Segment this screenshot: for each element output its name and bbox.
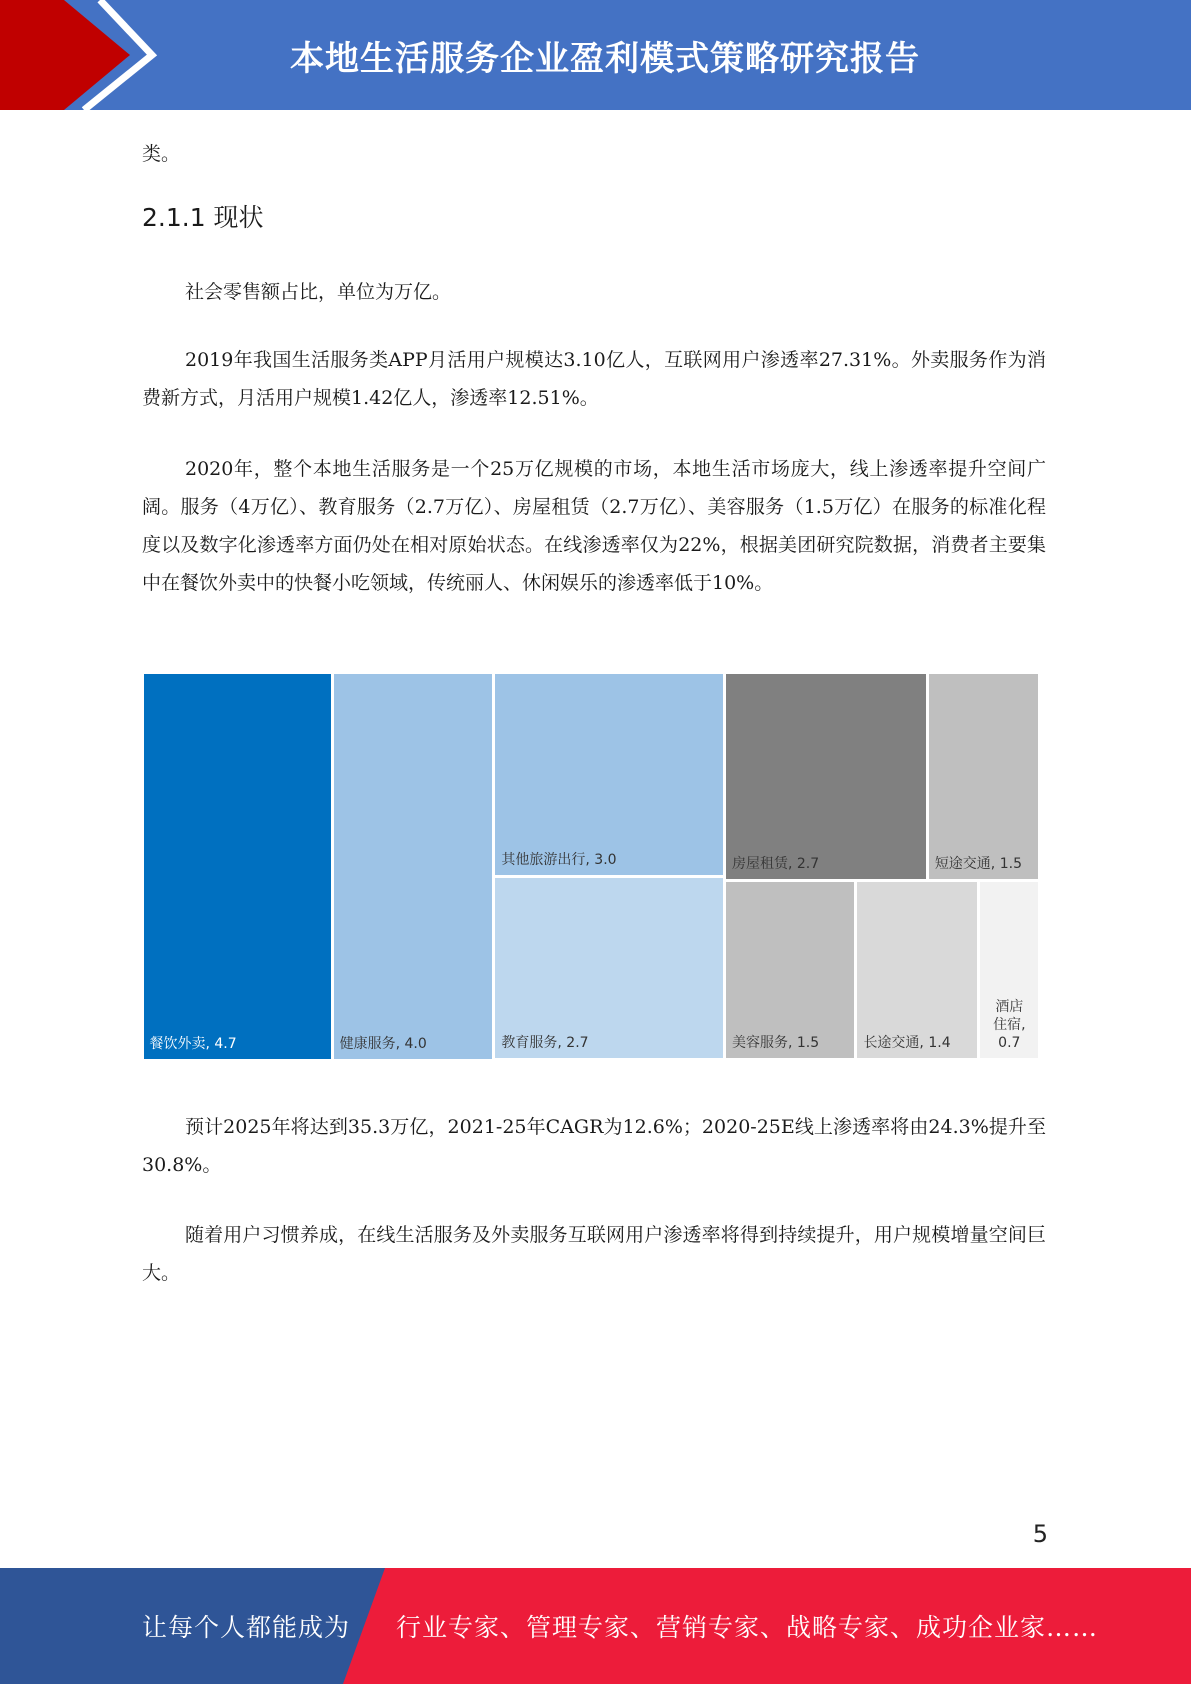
treemap-label: 餐饮外卖, 4.7 [149, 1035, 237, 1052]
treemap-tile [495, 878, 723, 1059]
treemap-label: 教育服务, 2.7 [501, 1035, 589, 1052]
treemap-tile [334, 674, 493, 1059]
treemap-tile [857, 882, 977, 1058]
treemap-label: 健康服务, 4.0 [339, 1035, 427, 1052]
paragraph-3: 2020年，整个本地生活服务是一个25万亿规模的市场，本地生活市场庞大，线上渗透率提升空间广阔。服务（4万亿）、教育服务（2.7万亿）、房屋租赁（2.7万亿）、美容服务（1.5万亿）在服务的标准化程度以及数字化渗透率方面仍处在相对原始状态。在线渗透率仅为22%，根据美团研究院数据，消费者主要集中在餐饮外卖中的快餐小吃领域，传统丽人、休闲娱乐的渗透率低于10%。 [142, 458, 1046, 594]
treemap-tile [980, 882, 1038, 1058]
paragraph-4: 预计2025年将达到35.3万亿，2021-25年CAGR为12.6%；2020-25E线上渗透率将由24.3%提升至30.8%。 [142, 1116, 1046, 1176]
paragraph-1: 社会零售额占比，单位为万亿。 [185, 281, 452, 303]
footer-slogan-left: 让每个人都能成为 [142, 1613, 351, 1642]
treemap-label: 酒店 住宿, 0.7 [993, 999, 1026, 1052]
treemap-tile [929, 674, 1039, 880]
page-footer [0, 1568, 1191, 1684]
treemap-tile [144, 674, 331, 1059]
paragraph-5: 随着用户习惯养成，在线生活服务及外卖服务互联网用户渗透率将得到持续提升，用户规模增量空间巨大。 [142, 1224, 1046, 1284]
page-header [0, 0, 1191, 110]
continuation-text: 类。 [142, 143, 181, 165]
treemap-tile [726, 674, 926, 880]
section-heading: 2.1.1 现状 [142, 203, 264, 232]
treemap-label: 短途交通, 1.5 [934, 856, 1022, 873]
page-number: 5 [1032, 1520, 1048, 1548]
treemap-tile [495, 674, 723, 875]
treemap-tile [726, 882, 854, 1058]
treemap-chart [142, 672, 1040, 1060]
document-title: 本地生活服务企业盈利模式策略研究报告 [290, 38, 920, 79]
treemap-label: 美容服务, 1.5 [731, 1035, 820, 1052]
treemap-label: 其他旅游出行, 3.0 [501, 851, 617, 868]
treemap-label: 长途交通, 1.4 [863, 1035, 951, 1052]
footer-slogan-right: 行业专家、管理专家、营销专家、战略专家、成功企业家…… [396, 1613, 1099, 1642]
treemap-label: 房屋租赁, 2.7 [731, 856, 820, 873]
paragraph-2: 2019年我国生活服务类APP月活用户规模达3.10亿人，互联网用户渗透率27.31%。外卖服务作为消费新方式，月活用户规模1.42亿人，渗透率12.51%。 [142, 349, 1046, 409]
